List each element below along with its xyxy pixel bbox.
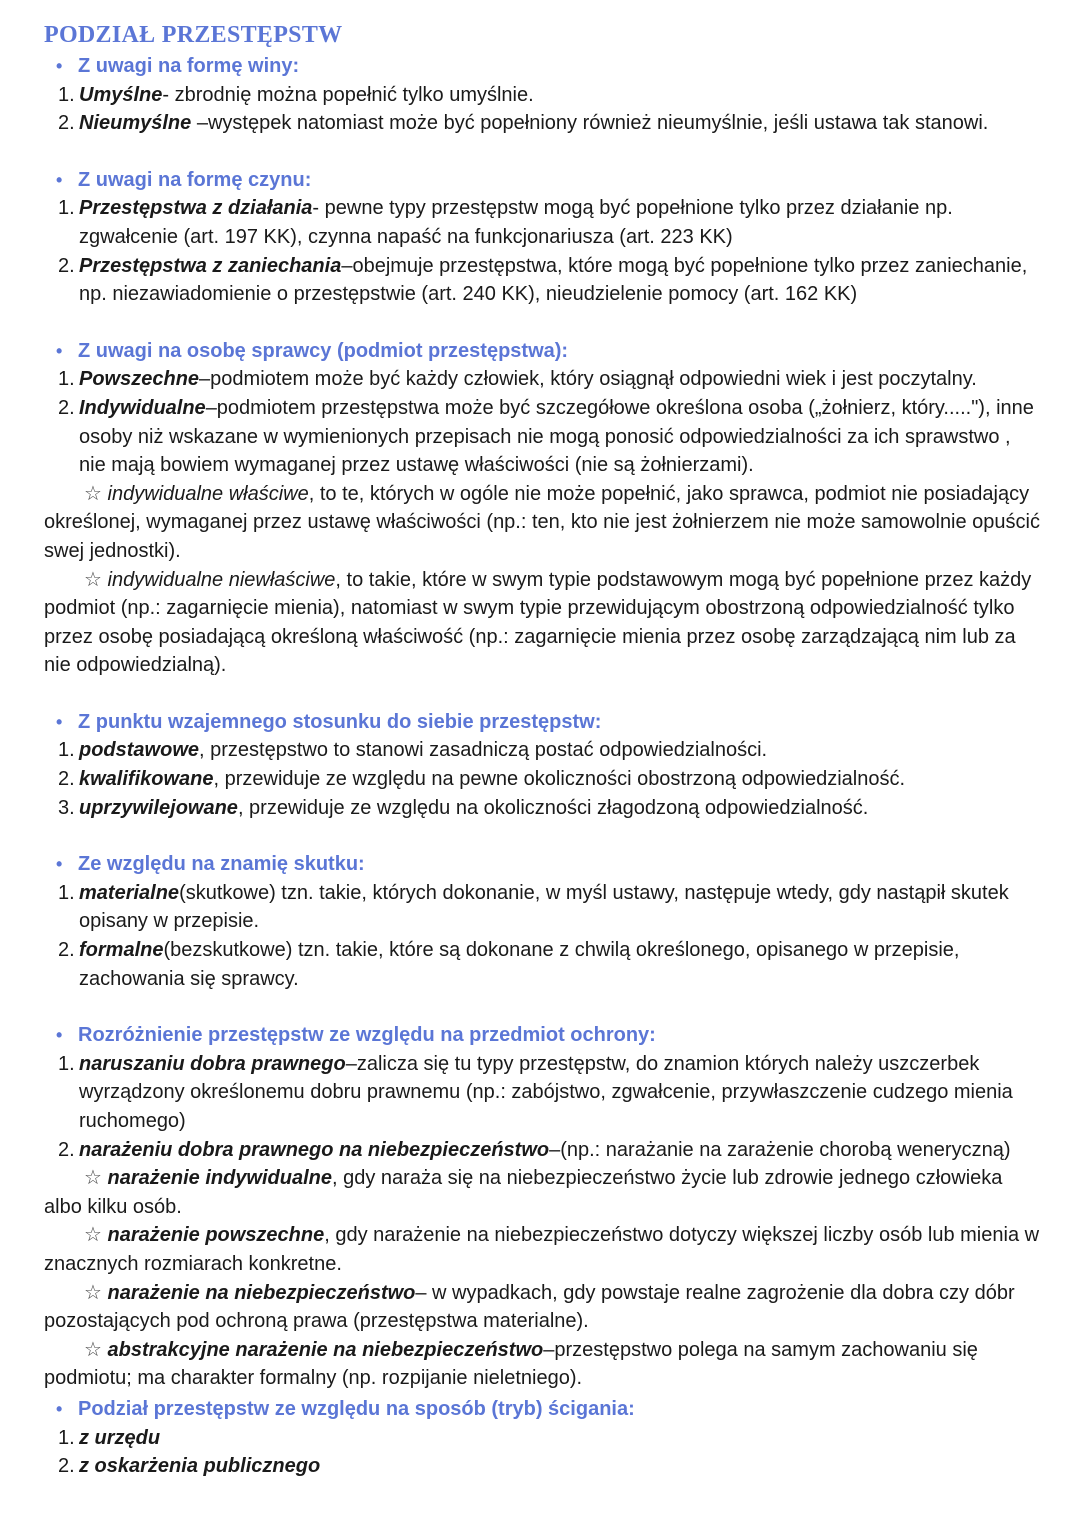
star-note-term: indywidualne właściwe xyxy=(107,482,309,505)
list-item-number: 2. xyxy=(58,112,75,135)
list-item-term: z oskarżenia publicznego xyxy=(79,1455,321,1478)
list-item-body xyxy=(79,394,1040,480)
list-item-term: materialne xyxy=(79,881,180,904)
list-item xyxy=(58,736,1040,765)
list-item xyxy=(58,794,1040,823)
section xyxy=(44,708,1040,822)
list-item-body xyxy=(79,736,1040,765)
section xyxy=(44,1021,1040,1393)
list-item-number: 2. xyxy=(58,1455,75,1478)
list-item-body xyxy=(79,81,1040,110)
list-item-number: 3. xyxy=(58,796,75,819)
numbered-list xyxy=(44,879,1040,993)
section-heading xyxy=(56,850,1040,879)
list-item-term: uprzywilejowane xyxy=(79,796,238,819)
list-item-body xyxy=(79,1424,1040,1453)
section xyxy=(44,52,1040,138)
bullet-icon: • xyxy=(56,854,63,875)
list-item-body xyxy=(79,879,1040,936)
star-icon: ☆ xyxy=(84,1167,102,1190)
star-note-text: , gdy naraża się na niebezpieczeństwo życie lub zdrowie jednego człowieka albo kilku osób. xyxy=(44,1167,1003,1218)
list-item-text: –zalicza się tu typy przestępstw, do znamion których należy uszczerbek wyrządzony określonemu dobru prawnemu (np.: zabójstwo, zgwałcenie, przywłaszczenie cudzego mienia ruchomego) xyxy=(79,1052,1013,1132)
section-heading xyxy=(56,166,1040,195)
star-icon: ☆ xyxy=(84,1281,102,1304)
list-item-body xyxy=(79,936,1040,993)
star-note xyxy=(44,566,1040,680)
list-item-term: kwalifikowane xyxy=(79,768,214,791)
list-item-number: 1. xyxy=(58,83,75,106)
bullet-icon: • xyxy=(56,1398,63,1419)
section-heading-text: Z uwagi na formę czynu: xyxy=(78,168,312,191)
section xyxy=(44,850,1040,993)
list-item-term: Umyślne xyxy=(79,83,163,106)
list-item-number: 2. xyxy=(58,1138,75,1161)
list-item-term: Indywidualne xyxy=(79,396,206,419)
bullet-icon: • xyxy=(56,169,63,190)
section-heading-text: Z uwagi na formę winy: xyxy=(78,55,300,77)
list-item-body xyxy=(79,794,1040,823)
list-item-body xyxy=(79,765,1040,794)
star-icon: ☆ xyxy=(84,482,102,505)
list-item-term: Przestępstwa z działania xyxy=(79,197,313,220)
section xyxy=(44,337,1040,680)
star-note-term: narażenie powszechne xyxy=(107,1224,325,1247)
section xyxy=(44,166,1040,309)
star-note xyxy=(44,1336,1040,1393)
section-heading-text: Rozróżnienie przestępstw ze względu na przedmiot ochrony: xyxy=(78,1024,656,1047)
numbered-list xyxy=(44,1050,1040,1164)
numbered-list xyxy=(44,194,1040,308)
list-item xyxy=(58,394,1040,480)
list-item-text: –podmiotem przestępstwa może być szczegółowe określona osoba („żołnierz, który....."), inne osoby niż wskazane w wymienionych przepisach nie mogą ponosić odpowiedzialności za ich sprawstwo , nie mają bowiem wymaganej przez ustawę właściwości (nie są żołnierzami). xyxy=(79,396,1034,477)
list-item-text: , przewiduje ze względu na pewne okoliczności obostrzoną odpowiedzialność. xyxy=(213,768,906,791)
section-heading xyxy=(56,1021,1040,1050)
list-item-term: Nieumyślne xyxy=(79,112,192,135)
list-item-number: 2. xyxy=(58,396,75,419)
list-item xyxy=(58,1424,1040,1453)
list-item-term: z urzędu xyxy=(79,1426,161,1449)
star-note-text: –przestępstwo polega na samym zachowaniu się podmiotu; ma charakter formalny (np. rozpijanie nieletniego). xyxy=(44,1338,978,1390)
list-item xyxy=(58,765,1040,794)
list-item-number: 2. xyxy=(58,254,75,277)
list-item-number: 1. xyxy=(58,1426,75,1449)
section-heading xyxy=(56,1395,1040,1424)
list-item-number: 1. xyxy=(58,197,75,220)
star-note-text: – w wypadkach, gdy powstaje realne zagrożenie dla dobra czy dóbr pozostających pod ochroną prawa (przestępstwa materialne). xyxy=(44,1281,1015,1333)
list-item-term: Powszechne xyxy=(79,368,200,391)
list-item-term: naruszaniu dobra prawnego xyxy=(79,1052,346,1075)
list-item-body xyxy=(79,365,1040,394)
star-icon: ☆ xyxy=(84,1224,102,1247)
star-icon: ☆ xyxy=(84,568,102,591)
list-item-text: , przewiduje ze względu na okoliczności złagodzoną odpowiedzialność. xyxy=(237,796,869,819)
list-item-text: –obejmuje przestępstwa, które mogą być popełnione tylko przez zaniechanie, np. niezawiadomienie o przestępstwie (art. 240 KK), nieudzielenie pomocy (art. 162 KK) xyxy=(79,254,1028,306)
bullet-icon: • xyxy=(56,711,63,732)
list-item-text: , przestępstwo to stanowi zasadniczą postać odpowiedzialności. xyxy=(199,739,768,762)
list-item-number: 1. xyxy=(58,1052,75,1075)
star-icon: ☆ xyxy=(84,1338,102,1361)
star-note xyxy=(44,480,1040,566)
numbered-list xyxy=(44,736,1040,822)
star-note xyxy=(44,1279,1040,1336)
list-item xyxy=(58,1050,1040,1136)
list-item xyxy=(58,1136,1040,1165)
star-note xyxy=(44,1164,1040,1221)
list-item-body xyxy=(79,109,1040,138)
list-item-term: narażeniu dobra prawnego na niebezpieczeństwo xyxy=(79,1138,550,1161)
list-item xyxy=(58,194,1040,251)
bullet-icon: • xyxy=(56,340,63,361)
star-note xyxy=(44,1221,1040,1278)
list-item xyxy=(58,879,1040,936)
list-item xyxy=(58,252,1040,309)
list-item-number: 1. xyxy=(58,739,75,762)
list-item xyxy=(58,365,1040,394)
section-heading xyxy=(56,52,1040,81)
list-item-text: (bezskutkowe) tzn. takie, które są dokonane z chwilą określonego, opisanego w przepisie, zachowania się sprawcy. xyxy=(79,939,960,990)
section-heading-text: Podział przestępstw ze względu na sposób (tryb) ścigania: xyxy=(78,1397,635,1420)
list-item-number: 1. xyxy=(58,368,75,391)
star-note-term: narażenie na niebezpieczeństwo xyxy=(107,1281,416,1304)
list-item-text: - zbrodnię można popełnić tylko umyślnie. xyxy=(162,83,534,106)
document-title: PODZIAŁ PRZESTĘPSTW xyxy=(44,22,343,48)
list-item-term: Przestępstwa z zaniechania xyxy=(79,254,342,277)
star-note-text: , to te, których w ogóle nie może popełnić, jako sprawca, podmiot nie posiadający określonej, wymaganej przez ustawę właściwości (np.: ten, kto nie jest żołnierzem nie może samowolnie opuścić swej jednostki). xyxy=(44,482,1040,562)
list-item-number: 1. xyxy=(58,881,75,904)
numbered-list xyxy=(44,365,1040,479)
section-heading xyxy=(56,337,1040,366)
star-note-text: , to takie, które w swym typie podstawowym mogą być popełnione przez każdy podmiot (np.: zagarnięcie mienia), natomiast w swym typie przewidującym obostrzoną odpowiedzialność tylko przez osobę posiadającą określoną właściwość (np.: zagarnięcie mienia przez osobę zarządzającą nim lub za nie odpowiedzialną). xyxy=(44,568,1032,677)
star-note-term: narażenie indywidualne xyxy=(107,1167,333,1190)
numbered-list xyxy=(44,1424,1040,1481)
list-item-text: - pewne typy przestępstw mogą być popełnione tylko przez działanie np. zgwałcenie (art. 197 KK), czynna napaść na funkcjonariusza (art. 223 KK) xyxy=(79,197,953,248)
list-item xyxy=(58,1452,1040,1481)
section-heading-text: Z punktu wzajemnego stosunku do siebie przestępstw: xyxy=(78,710,602,733)
list-item-body xyxy=(79,194,1040,251)
section-heading-text: Ze względu na znamię skutku: xyxy=(78,853,365,876)
list-item xyxy=(58,81,1040,110)
numbered-list xyxy=(44,81,1040,138)
list-item-body xyxy=(79,252,1040,309)
list-item-text: (skutkowe) tzn. takie, których dokonanie, w myśl ustawy, następuje wtedy, gdy nastąpił skutek opisany w przepisie. xyxy=(79,881,1009,933)
section xyxy=(44,1395,1040,1481)
star-note-term: indywidualne niewłaściwe xyxy=(107,568,336,591)
star-note-text: , gdy narażenie na niebezpieczeństwo dotyczy większej liczby osób lub mienia w znacznych rozmiarach konkretne. xyxy=(44,1224,1040,1275)
list-item-number: 2. xyxy=(58,768,75,791)
list-item-body xyxy=(79,1452,1040,1481)
bullet-icon: • xyxy=(56,56,63,76)
list-item-body xyxy=(79,1050,1040,1136)
list-item-term: formalne xyxy=(79,939,164,962)
list-item xyxy=(58,109,1040,138)
star-note-term: abstrakcyjne narażenie na niebezpieczeństwo xyxy=(107,1338,544,1361)
list-item-number: 2. xyxy=(58,939,75,962)
list-item-text: –(np.: narażanie na zarażenie chorobą weneryczną) xyxy=(549,1138,1011,1161)
bullet-icon: • xyxy=(56,1025,63,1046)
section-heading-text: Z uwagi na osobę sprawcy (podmiot przestępstwa): xyxy=(78,339,569,362)
list-item-text: –występek natomiast może być popełniony również nieumyślnie, jeśli ustawa tak stanowi. xyxy=(191,112,989,135)
list-item-body xyxy=(79,1136,1040,1165)
section-heading xyxy=(56,708,1040,737)
list-item xyxy=(58,936,1040,993)
sections-container xyxy=(44,52,1040,1481)
list-item-term: podstawowe xyxy=(79,739,200,762)
list-item-text: –podmiotem może być każdy człowiek, który osiągnął odpowiedni wiek i jest poczytalny. xyxy=(199,368,977,391)
